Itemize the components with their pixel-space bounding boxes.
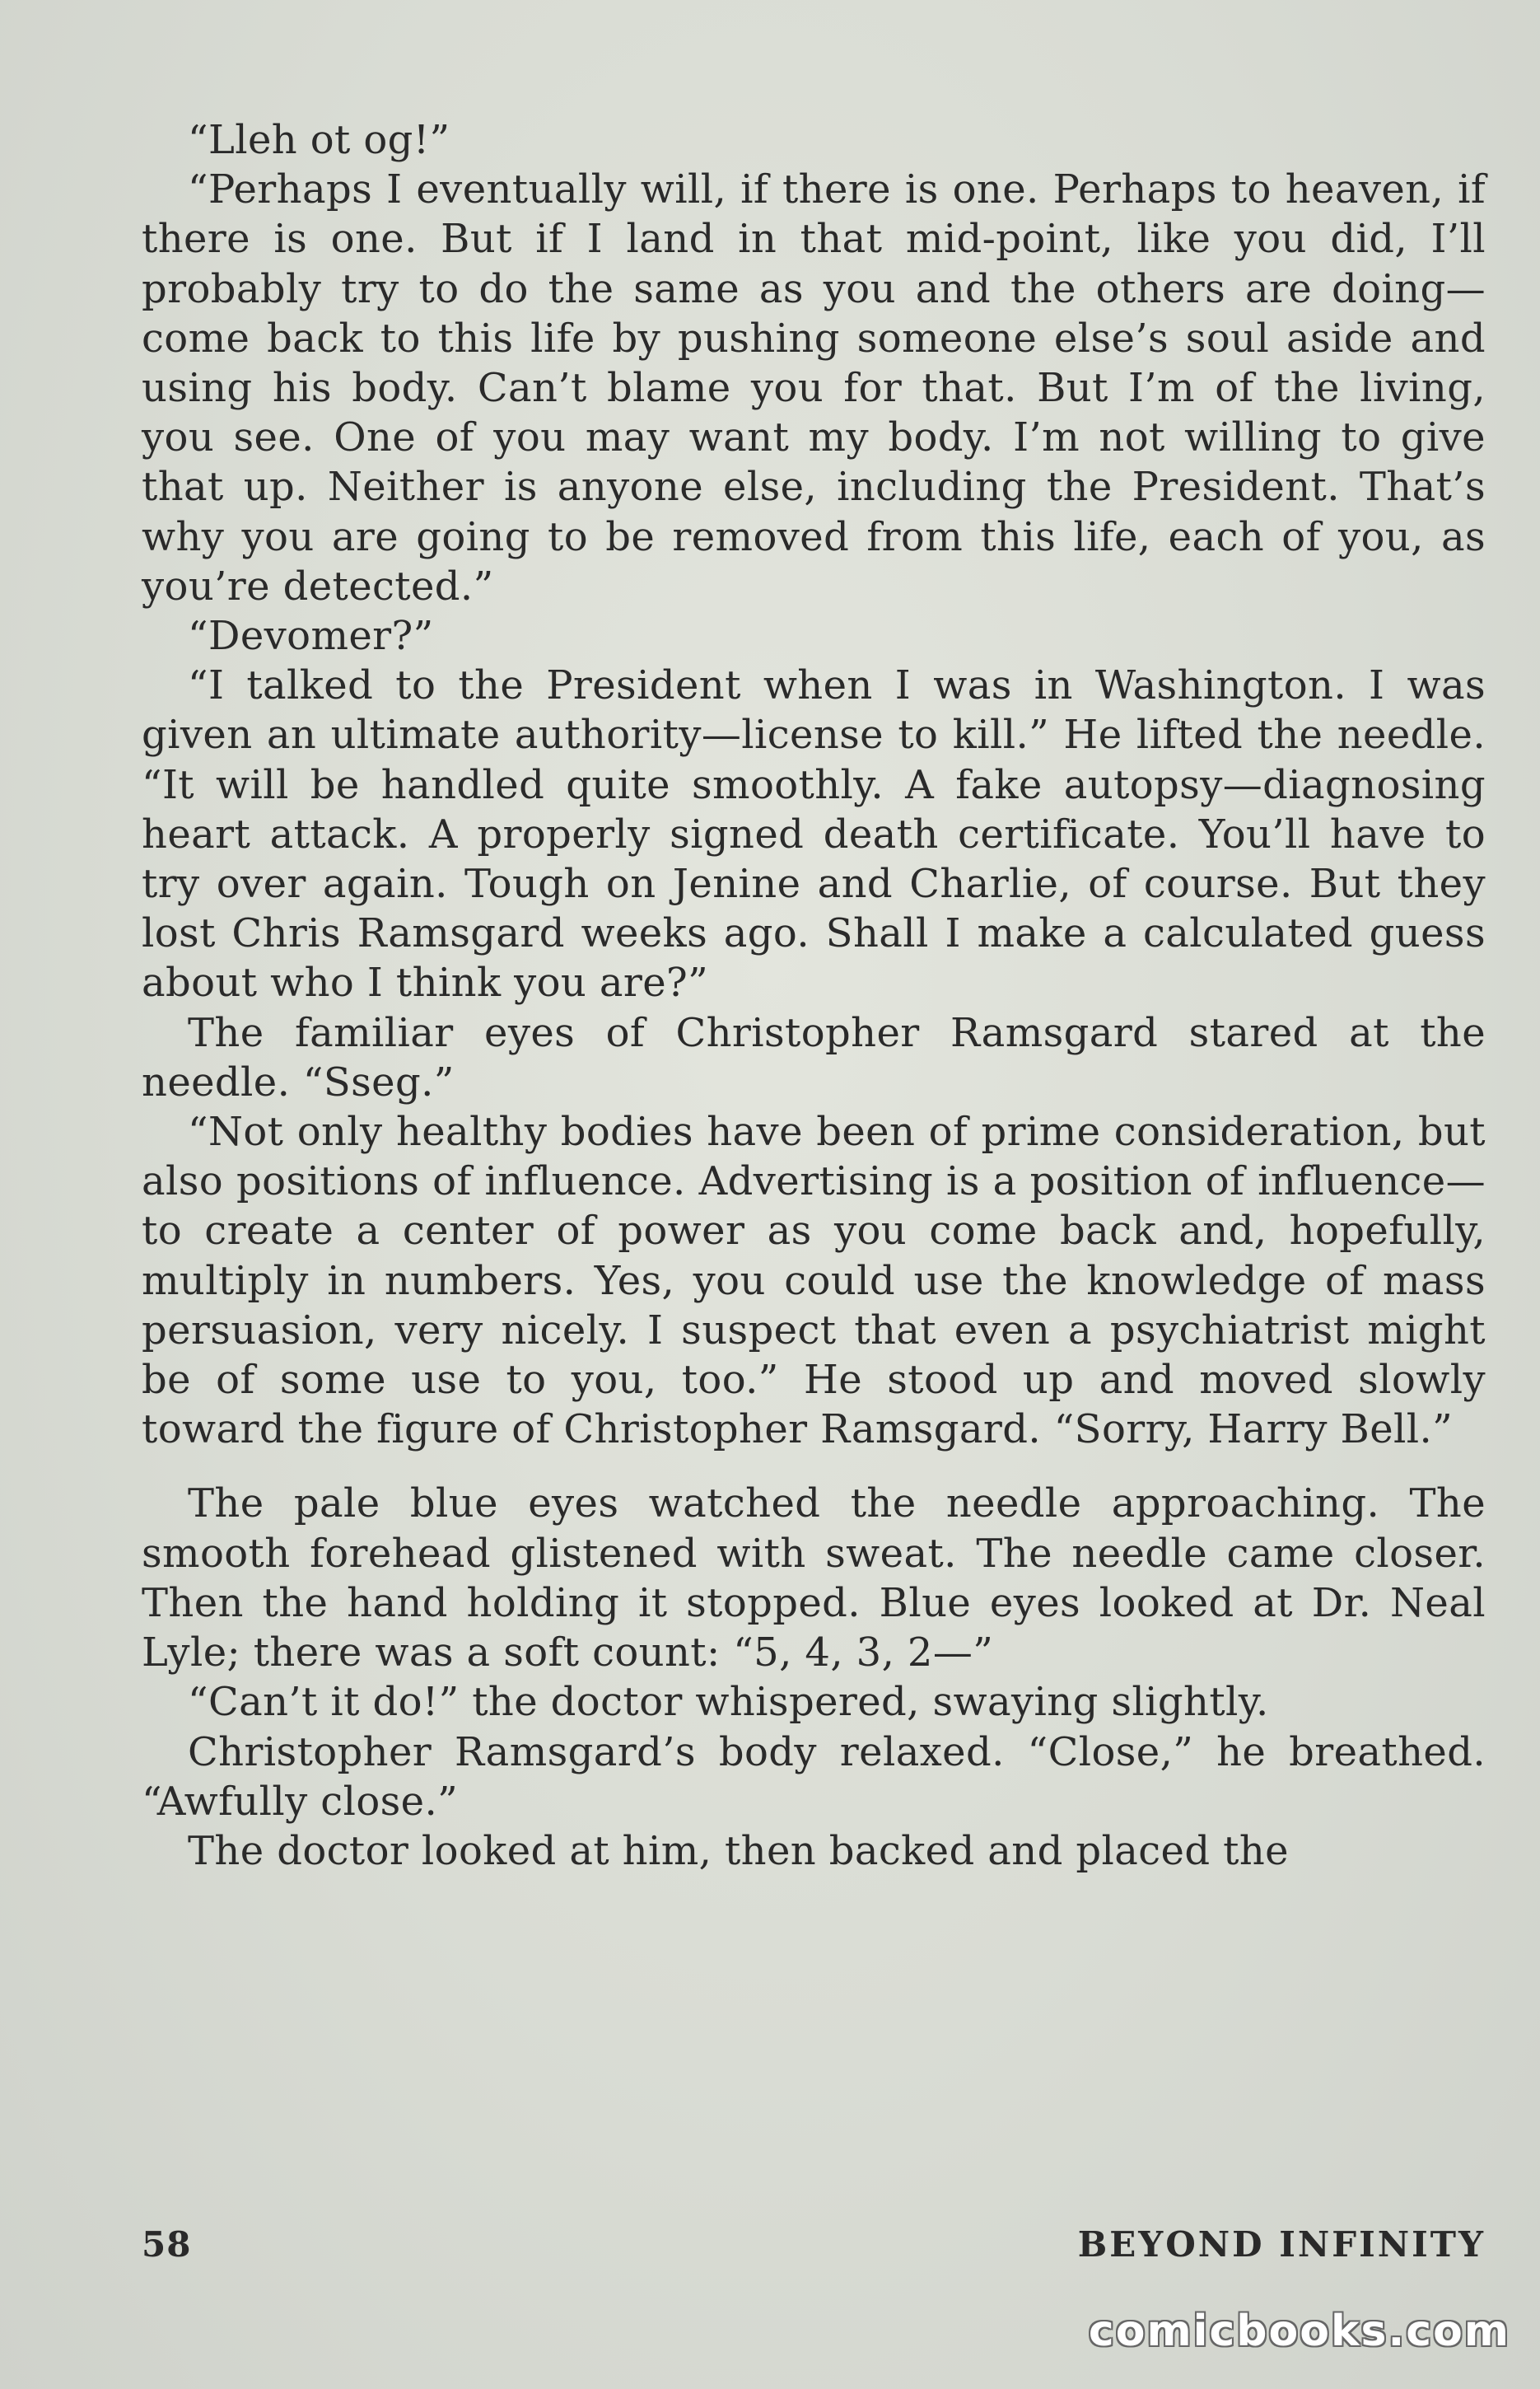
paragraph: “Perhaps I eventually will, if there is one. Perhaps to heaven, if there is one. But if I land in that mid-point, like you did, I’ll probably try to do the same as you and the others are doing—come back to this life by pushing someone else’s soul aside and using his body. Can’t blame you for that. But I’m of the living, you see. One of you may want my body. I’m not willing to give that up. Neither is anyone else, including the President. That’s why you are going to be removed from this life, each of you, as you’re detected.” xyxy=(142,166,1486,610)
paragraph: “Devomer?” xyxy=(188,613,434,660)
publication-title: BEYOND INFINITY xyxy=(1077,2224,1486,2265)
page-number: 58 xyxy=(142,2224,192,2265)
paragraph: The pale blue eyes watched the needle approaching. The smooth forehead glistened with sweat. The needle came closer. Then the hand holding it stopped. Blue eyes looked at Dr. Neal Lyle; there was a soft count: “5, 4, 3, 2—” xyxy=(142,1480,1486,1676)
paragraph: The familiar eyes of Christopher Ramsgard stared at the needle. “Sseg.” xyxy=(142,1009,1486,1106)
site-watermark: comicbooks.com xyxy=(1088,2307,1510,2356)
story-text xyxy=(142,115,1486,1876)
paragraph: Christopher Ramsgard’s body relaxed. “Close,” he breathed. “Awfully close.” xyxy=(142,1728,1486,1825)
paragraph: “I talked to the President when I was in Washington. I was given an ultimate authority—license to kill.” He lifted the needle. “It will be handled quite smoothly. A fake autopsy—diagnosing heart attack. A properly signed death certificate. You’ll have to try over again. Tough on Jenine and Charlie, of course. But they lost Chris Ramsgard weeks ago. Shall I make a calculated guess about who I think you are?” xyxy=(142,662,1486,1007)
paragraph: “Can’t it do!” the doctor whispered, swaying slightly. xyxy=(188,1679,1269,1726)
paragraph: “Not only healthy bodies have been of prime consideration, but also positions of influence. Advertising is a position of influence—to create a center of power as you come back and, hopefully, multiply in numbers. Yes, you could use the knowledge of mass persuasion, very nicely. I suspect that even a psychiatrist might be of some use to you, too.” He stood up and moved slowly toward the figure of Christopher Ramsgard. “Sorry, Harry Bell.” xyxy=(142,1109,1486,1453)
paragraph: The doctor looked at him, then backed and placed the xyxy=(188,1827,1289,1874)
paragraph: “Lleh ot og!” xyxy=(188,117,450,163)
